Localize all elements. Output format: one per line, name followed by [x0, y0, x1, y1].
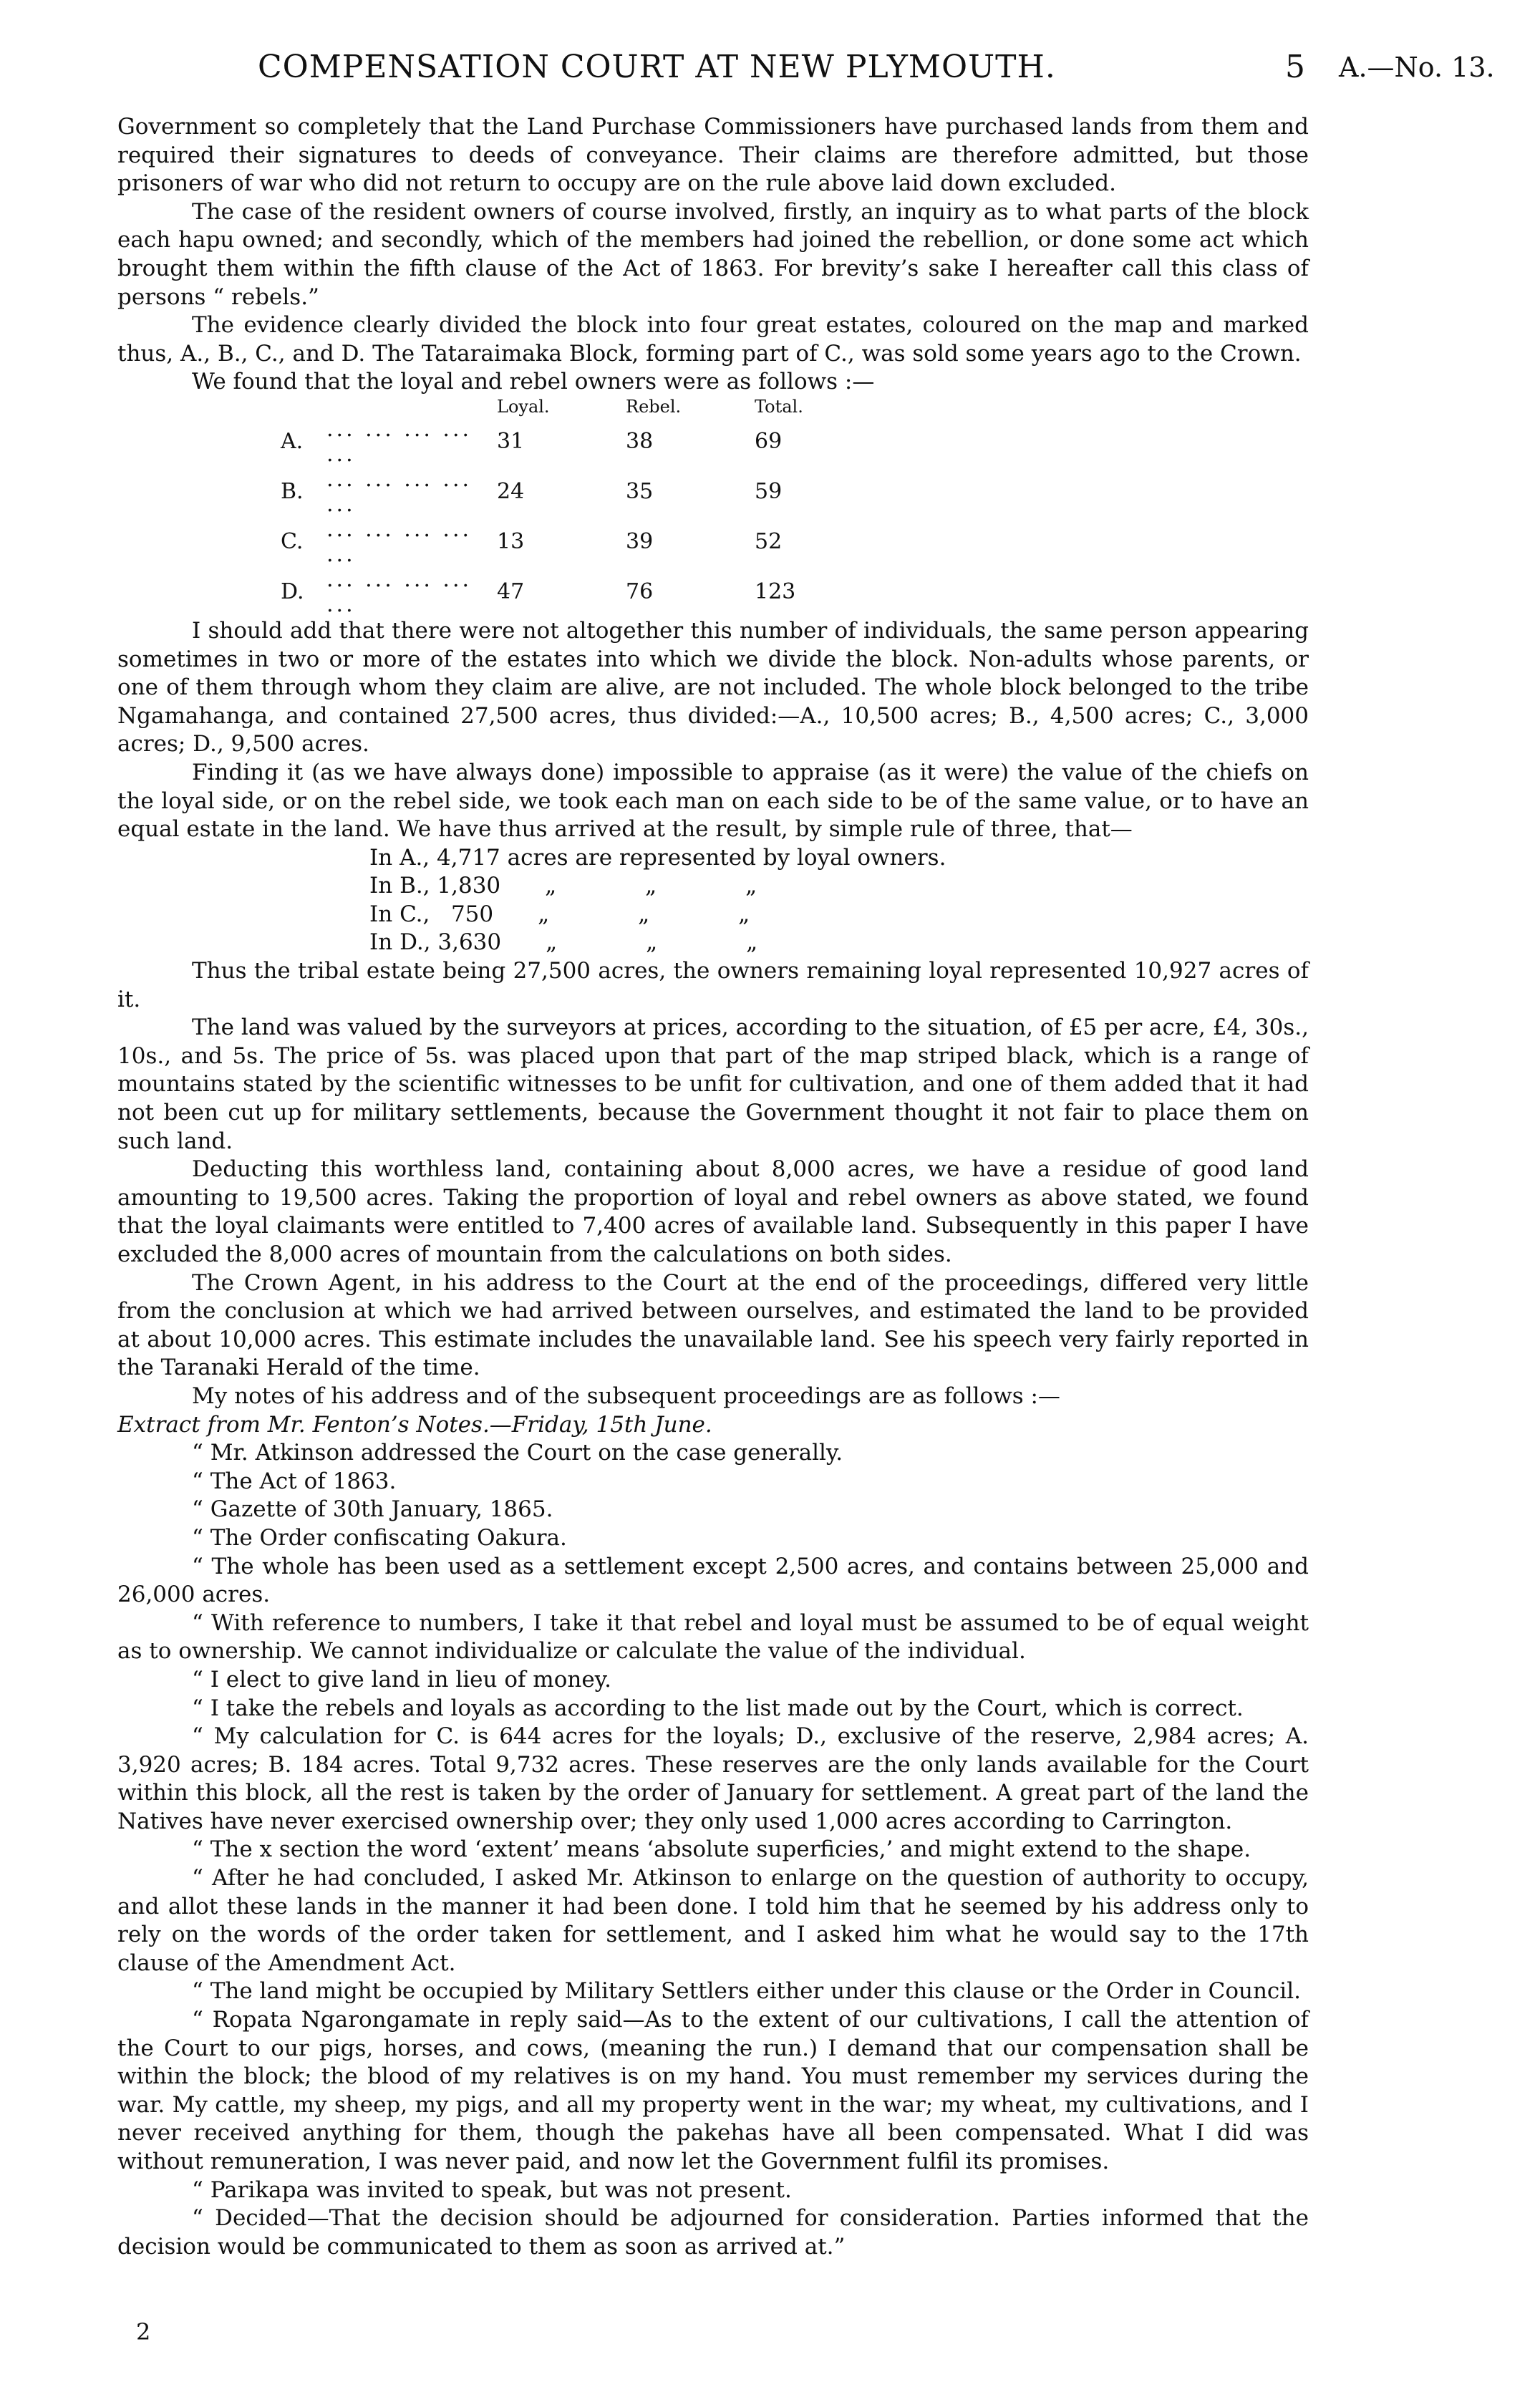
paragraph-6: Finding it (as we have always done) impossible to appraise (as it were) the value of the chiefs on the loyal side, or on the rebel side, we took each man on each side to be of the same value, or to have an equal estate in the land. We have thus arrived at the result, by simple rule of three, that—: [117, 759, 1309, 843]
note-line: “ Parikapa was invited to speak, but was not present.: [192, 2177, 792, 2203]
paragraph-2: The case of the resident owners of course involved, firstly, an inquiry as to what parts of the block each hapu owned; and secondly, which of the members had joined the rebellion, or done some act which brought them within the fifth clause of the Act of 1863. For brevity’s sake I hereafter call this class of persons “ rebels.”: [117, 198, 1309, 310]
loyal-acres-list: [369, 844, 1309, 957]
table-row: [281, 517, 883, 567]
loyal-count: 31: [497, 429, 525, 455]
note-line: “ The Act of 1863.: [192, 1468, 397, 1494]
row-label: D.: [281, 579, 304, 605]
ditto-mark: „: [545, 873, 557, 899]
paragraph-1: Government so completely that the Land Purchase Commissioners have purchased lands from them and required their signatures to deeds of conveyance. Their claims are therefore admitted, but those prisoners of war who did not return to occupy are on the rule above laid down excluded.: [117, 114, 1309, 197]
leader-dots: ... ... ... ... ...: [326, 416, 473, 467]
note-line: “ Decided—That the decision should be adjourned for consideration. Parties informed that the decision would be communicated to them as soon as arrived at.”: [117, 2205, 1309, 2260]
table-row: [281, 467, 883, 517]
note-line: “ The whole has been used as a settlement except 2,500 acres, and contains between 25,000 and 26,000 acres.: [117, 1553, 1309, 1608]
ditto-mark: „: [745, 873, 757, 899]
acres-label: In C., 750: [369, 901, 494, 927]
ditto-mark: „: [645, 873, 657, 899]
table-row: [281, 417, 883, 467]
note-line: “ Gazette of 30th January, 1865.: [192, 1496, 553, 1523]
note-line: “ With reference to numbers, I take it that rebel and loyal must be assumed to be of equal weight as to ownership. We cannot individualize or calculate the value of the individual.: [117, 1609, 1309, 1665]
rebel-count: 35: [626, 479, 654, 505]
page-header: [0, 49, 1540, 92]
owners-table: [281, 397, 883, 617]
paragraph-5: I should add that there were not altogether this number of individuals, the same person appearing sometimes in two or more of the estates into which we divide the block. Non-adults whose parents, or one of them through whom they claim are alive, are not included. The whole block belonged to the tribe Ngamahanga, and contained 27,500 acres, thus divided:—A., 10,500 acres; B., 4,500 acres; C., 3,000 acres; D., 9,500 acres.: [117, 617, 1309, 757]
total-count: 59: [755, 479, 783, 505]
ditto-mark: „: [646, 929, 658, 956]
note-line: “ Ropata Ngarongamate in reply said—As to the extent of our cultivations, I call the attention of the Court to our pigs, horses, and cows, (meaning the run.) I demand that our compensation shall be within the block; the blood of my relatives is on my hand. You must remember my services during the war. My cattle, my sheep, my pigs, and all my property went in the war; my wheat, my cultivations, and I never received anything for them, though the pakehas have all been compensated. What I did was without remuneration, I was never paid, and now let the Government fulfil its promises.: [117, 2007, 1309, 2174]
list-item: [369, 844, 1309, 873]
ditto-mark: „: [746, 929, 758, 956]
leader-dots: ... ... ... ... ...: [326, 516, 473, 567]
signature-mark: 2: [136, 2318, 151, 2345]
table-row: [281, 567, 883, 617]
acres-label: In A., 4,717: [369, 844, 500, 871]
note-line: “ Mr. Atkinson addressed the Court on the case generally.: [192, 1440, 843, 1466]
note-line: “ The x section the word ‘extent’ means ‘absolute superficies,’ and might extend to the shape.: [192, 1836, 1251, 1863]
document-reference: A.—No. 13.: [1339, 52, 1495, 83]
paragraph-7: Thus the tribal estate being 27,500 acres, the owners remaining loyal represented 10,927 acres of it.: [117, 958, 1309, 1012]
loyal-count: 47: [497, 579, 525, 605]
page-number: 5: [1285, 49, 1305, 85]
leader-dots: ... ... ... ... ...: [326, 566, 473, 617]
total-count: 52: [755, 529, 783, 555]
col-header-rebel: Rebel.: [626, 396, 682, 417]
list-item: [369, 929, 1309, 957]
leader-dots: ... ... ... ... ...: [326, 466, 473, 517]
notes-heading: Extract from Mr. Fenton’s Notes.—Friday, 15th June.: [117, 1411, 712, 1438]
note-line: “ My calculation for C. is 644 acres for the loyals; D., exclusive of the reserve, 2,984 acres; A. 3,920 acres; B. 184 acres. Total 9,732 acres. These reserves are the only lands available for the Court within this block, all the rest is taken by the order of January for settlement. A great part of the land the Natives have never exercised ownership over; they only used 1,000 acres according to Carrington.: [117, 1723, 1309, 1834]
row-label: B.: [281, 479, 304, 505]
list-item: [369, 872, 1309, 901]
rebel-count: 39: [626, 529, 654, 555]
ditto-mark: „: [546, 929, 558, 956]
body-text: [117, 113, 1309, 2261]
owners-table-header: [281, 397, 883, 417]
ditto-mark: „: [538, 901, 550, 927]
paragraph-11: My notes of his address and of the subsequent proceedings are as follows :—: [192, 1383, 1060, 1409]
loyal-count: 24: [497, 479, 525, 505]
paragraph-3: The evidence clearly divided the block into four great estates, coloured on the map and marked thus, A., B., C., and D. The Tataraimaka Block, forming part of C., was sold some years ago to the Crown.: [117, 312, 1309, 367]
loyal-count: 13: [497, 529, 525, 555]
note-line: “ I take the rebels and loyals as according to the list made out by the Court, which is correct.: [192, 1695, 1244, 1721]
rebel-count: 76: [626, 579, 654, 605]
ditto-mark: „: [738, 901, 750, 927]
note-line: “ I elect to give land in lieu of money.: [192, 1666, 611, 1693]
row-label: C.: [281, 529, 304, 555]
paragraph-10: The Crown Agent, in his address to the Court at the end of the proceedings, differed very little from the conclusion at which we had arrived between ourselves, and estimated the land to be provided at about 10,000 acres. This estimate includes the unavailable land. See his speech very fairly reported in the Taranaki Herald of the time.: [117, 1269, 1309, 1381]
note-line: “ The land might be occupied by Military Settlers either under this clause or the Order in Council.: [192, 1978, 1301, 2005]
note-line: “ After he had concluded, I asked Mr. Atkinson to enlarge on the question of authority to occupy, and allot these lands in the manner it had been done. I told him that he seemed by his address only to rely on the words of the order taken for settlement, and I asked him what he would say to the 17th clause of the Amendment Act.: [117, 1865, 1309, 1976]
paragraph-4: We found that the loyal and rebel owners were as follows :—: [192, 369, 875, 395]
note-line: “ The Order confiscating Oakura.: [192, 1524, 567, 1551]
row-label: A.: [281, 429, 304, 455]
paragraph-9: Deducting this worthless land, containing about 8,000 acres, we have a residue of good land amounting to 19,500 acres. Taking the proportion of loyal and rebel owners as above stated, we found that the loyal claimants were entitled to 7,400 acres of available land. Subsequently in this paper I have excluded the 8,000 acres of mountain from the calculations on both sides.: [117, 1156, 1309, 1267]
total-count: 69: [755, 429, 783, 455]
ditto-mark: „: [638, 901, 650, 927]
acres-label: In D., 3,630: [369, 929, 502, 956]
page-title: COMPENSATION COURT AT NEW PLYMOUTH.: [258, 49, 1056, 85]
acres-label: In B., 1,830: [369, 873, 501, 899]
acres-suffix: acres are represented by loyal owners.: [507, 844, 946, 871]
list-item: [369, 901, 1309, 929]
paragraph-8: The land was valued by the surveyors at prices, according to the situation, of £5 per acre, £4, 30s., 10s., and 5s. The price of 5s. was placed upon that part of the map striped black, which is a range of mountains stated by the scientific witnesses to be unfit for cultivation, and one of them added that it had not been cut up for military settlements, because the Government thought it not fair to place them on such land.: [117, 1015, 1309, 1154]
col-header-total: Total.: [755, 396, 803, 417]
total-count: 123: [755, 579, 796, 605]
rebel-count: 38: [626, 429, 654, 455]
col-header-loyal: Loyal.: [497, 396, 550, 417]
